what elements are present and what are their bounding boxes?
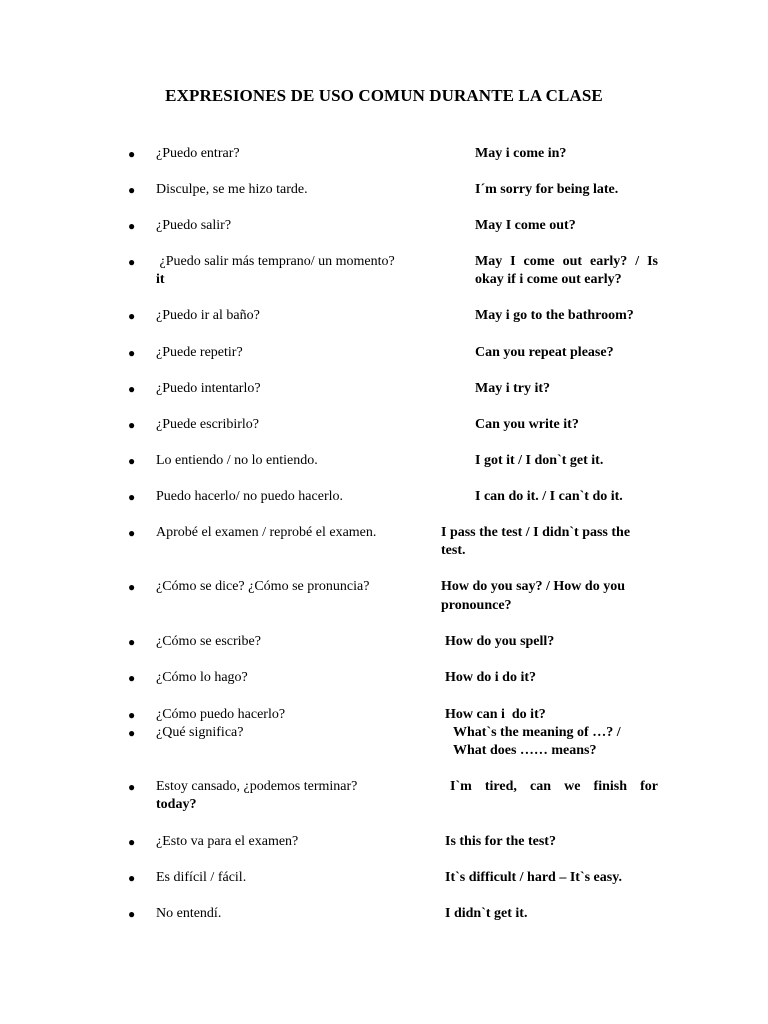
english-phrase: Can you write it? bbox=[475, 417, 579, 432]
bullet-icon: ● bbox=[128, 382, 136, 396]
spanish-phrase: No entendí. bbox=[156, 906, 222, 921]
bullet-icon: ● bbox=[128, 835, 136, 849]
english-phrase: May I come out? bbox=[475, 218, 576, 233]
spanish-phrase: ¿Puedo salir más temprano/ un momento? bbox=[156, 254, 395, 269]
spanish-phrase: Es difícil / fácil. bbox=[156, 870, 247, 885]
bullet-icon: ● bbox=[128, 219, 136, 233]
english-phrase: May i try it? bbox=[475, 381, 551, 396]
english-phrase-continuation: pronounce? bbox=[441, 598, 512, 613]
spanish-phrase: ¿Esto va para el examen? bbox=[156, 834, 299, 849]
bullet-icon: ● bbox=[128, 490, 136, 504]
spanish-phrase: ¿Cómo se escribe? bbox=[156, 634, 261, 649]
spanish-phrase: ¿Puedo ir al baño? bbox=[156, 308, 260, 323]
english-phrase: How can i do it? bbox=[445, 707, 546, 722]
english-phrase-continuation: test. bbox=[441, 543, 466, 558]
bullet-icon: ● bbox=[128, 454, 136, 468]
english-phrase: How do you spell? bbox=[445, 634, 555, 649]
bullet-icon: ● bbox=[128, 183, 136, 197]
english-phrase: What`s the meaning of …? / bbox=[453, 725, 621, 740]
bullet-icon: ● bbox=[128, 526, 136, 540]
spanish-phrase-continuation: today? bbox=[156, 797, 197, 812]
english-phrase: I`m tired, can we finish for bbox=[450, 779, 658, 794]
english-phrase: May i go to the bathroom? bbox=[475, 308, 634, 323]
english-phrase: May i come in? bbox=[475, 146, 567, 161]
spanish-phrase: ¿Puedo entrar? bbox=[156, 146, 240, 161]
spanish-phrase: ¿Qué significa? bbox=[156, 725, 244, 740]
bullet-icon: ● bbox=[128, 418, 136, 432]
spanish-phrase: ¿Cómo lo hago? bbox=[156, 670, 248, 685]
spanish-phrase: Puedo hacerlo/ no puedo hacerlo. bbox=[156, 489, 343, 504]
english-phrase-continuation: What does …… means? bbox=[453, 743, 597, 758]
spanish-phrase: Estoy cansado, ¿podemos terminar? bbox=[156, 779, 358, 794]
bullet-icon: ● bbox=[128, 147, 136, 161]
english-phrase: May I come out early? / Is bbox=[475, 254, 658, 269]
english-phrase: Can you repeat please? bbox=[475, 345, 614, 360]
bullet-icon: ● bbox=[128, 309, 136, 323]
english-phrase: It`s difficult / hard – It`s easy. bbox=[445, 870, 622, 885]
english-phrase: Is this for the test? bbox=[445, 834, 556, 849]
english-phrase: I got it / I don`t get it. bbox=[475, 453, 604, 468]
english-phrase-continuation: okay if i come out early? bbox=[475, 272, 622, 287]
bullet-icon: ● bbox=[128, 726, 136, 740]
page-title: EXPRESIONES DE USO COMUN DURANTE LA CLASE bbox=[165, 86, 603, 105]
spanish-phrase-continuation: it bbox=[156, 272, 165, 287]
spanish-phrase: Disculpe, se me hizo tarde. bbox=[156, 182, 308, 197]
english-phrase: I pass the test / I didn`t pass the bbox=[441, 525, 631, 540]
spanish-phrase: Lo entiendo / no lo entiendo. bbox=[156, 453, 318, 468]
spanish-phrase: ¿Puede repetir? bbox=[156, 345, 243, 360]
spanish-phrase: ¿Cómo se dice? ¿Cómo se pronuncia? bbox=[156, 579, 370, 594]
bullet-icon: ● bbox=[128, 346, 136, 360]
spanish-phrase: ¿Cómo puedo hacerlo? bbox=[156, 707, 286, 722]
spanish-phrase: ¿Puedo salir? bbox=[156, 218, 232, 233]
bullet-icon: ● bbox=[128, 907, 136, 921]
spanish-phrase: ¿Puede escribirlo? bbox=[156, 417, 260, 432]
bullet-icon: ● bbox=[128, 635, 136, 649]
english-phrase: I´m sorry for being late. bbox=[475, 182, 619, 197]
bullet-icon: ● bbox=[128, 708, 136, 722]
spanish-phrase: ¿Puedo intentarlo? bbox=[156, 381, 261, 396]
english-phrase: I didn`t get it. bbox=[445, 906, 528, 921]
bullet-icon: ● bbox=[128, 580, 136, 594]
bullet-icon: ● bbox=[128, 871, 136, 885]
spanish-phrase: Aprobé el examen / reprobé el examen. bbox=[156, 525, 377, 540]
bullet-icon: ● bbox=[128, 255, 136, 269]
bullet-icon: ● bbox=[128, 671, 136, 685]
english-phrase: I can do it. / I can`t do it. bbox=[475, 489, 623, 504]
bullet-icon: ● bbox=[128, 780, 136, 794]
english-phrase: How do you say? / How do you bbox=[441, 579, 625, 594]
english-phrase: How do i do it? bbox=[445, 670, 537, 685]
